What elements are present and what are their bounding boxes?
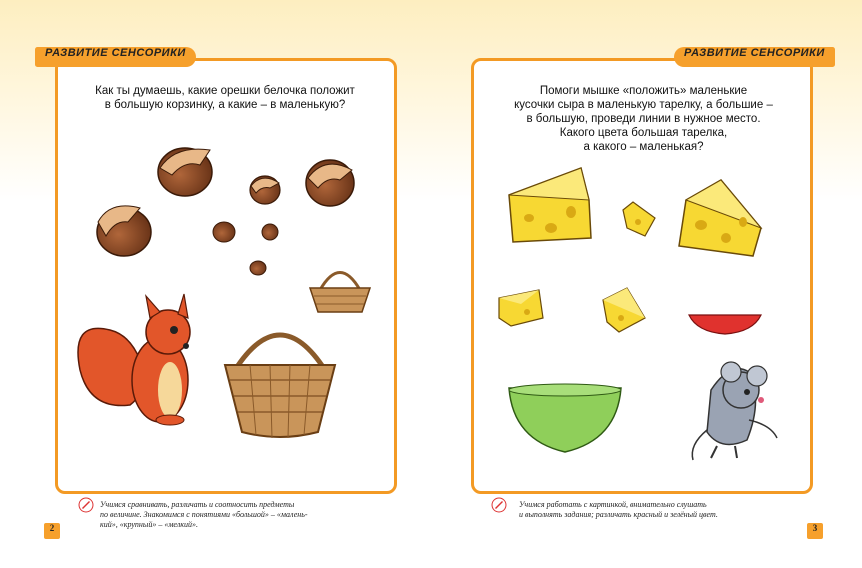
right-section-title: РАЗВИТИЕ СЕНСОРИКИ [674, 47, 835, 67]
hazelnut-large-1 [158, 148, 212, 196]
question-line: а какого – маленькая? [583, 141, 704, 153]
hazelnut-large-3 [306, 160, 354, 206]
page-number: 3 [807, 523, 823, 539]
hazelnut-medium [250, 176, 280, 204]
big-basket [225, 335, 335, 438]
question-line: Помоги мышке «положить» маленькие [539, 85, 748, 97]
small-basket [310, 273, 370, 313]
red-plate [689, 315, 761, 334]
right-page [431, 0, 862, 568]
mouse [692, 362, 777, 460]
pencil-icon [491, 497, 507, 513]
note-line: и выполнять задания; различать красный и зелёный цвет. [519, 510, 718, 519]
page-number: 2 [44, 523, 60, 539]
hazelnut-small-2 [262, 224, 278, 240]
question-line: в большую, проведи линии в нужное место. [526, 113, 761, 125]
question-line: в большую корзинку, а какие – в маленькую? [104, 99, 346, 111]
cheese-small-3 [603, 288, 645, 332]
left-section-title: РАЗВИТИЕ СЕНСОРИКИ [35, 47, 196, 67]
squirrel [78, 294, 190, 425]
pencil-icon [78, 497, 94, 513]
right-illustration [431, 0, 862, 568]
green-bowl [509, 384, 621, 452]
cheese-large-2 [679, 180, 761, 256]
right-note [519, 500, 819, 520]
question-line: Как ты думаешь, какие орешки белочка положит [95, 85, 355, 97]
hazelnut-small-3 [250, 261, 266, 275]
cheese-small-2 [499, 290, 543, 326]
left-note [100, 500, 390, 530]
note-line: Учимся сравнивать, различать и соотносить предметы [100, 500, 295, 509]
hazelnut-large-2 [97, 206, 151, 256]
hazelnut-small-1 [213, 222, 235, 242]
cheese-small-1 [623, 202, 655, 236]
cheese-large-1 [509, 168, 591, 242]
note-line: Учимся работать с картинкой, внимательно слушать [519, 500, 707, 509]
note-line: кий», «крупный» – «мелкий». [100, 520, 199, 529]
question-line: кусочки сыра в маленькую тарелку, а большие – [514, 99, 773, 111]
note-line: по величине. Знакомимся с понятиями «большой» – «малень- [100, 510, 308, 519]
question-line: Какого цвета большая тарелка, [559, 127, 728, 139]
